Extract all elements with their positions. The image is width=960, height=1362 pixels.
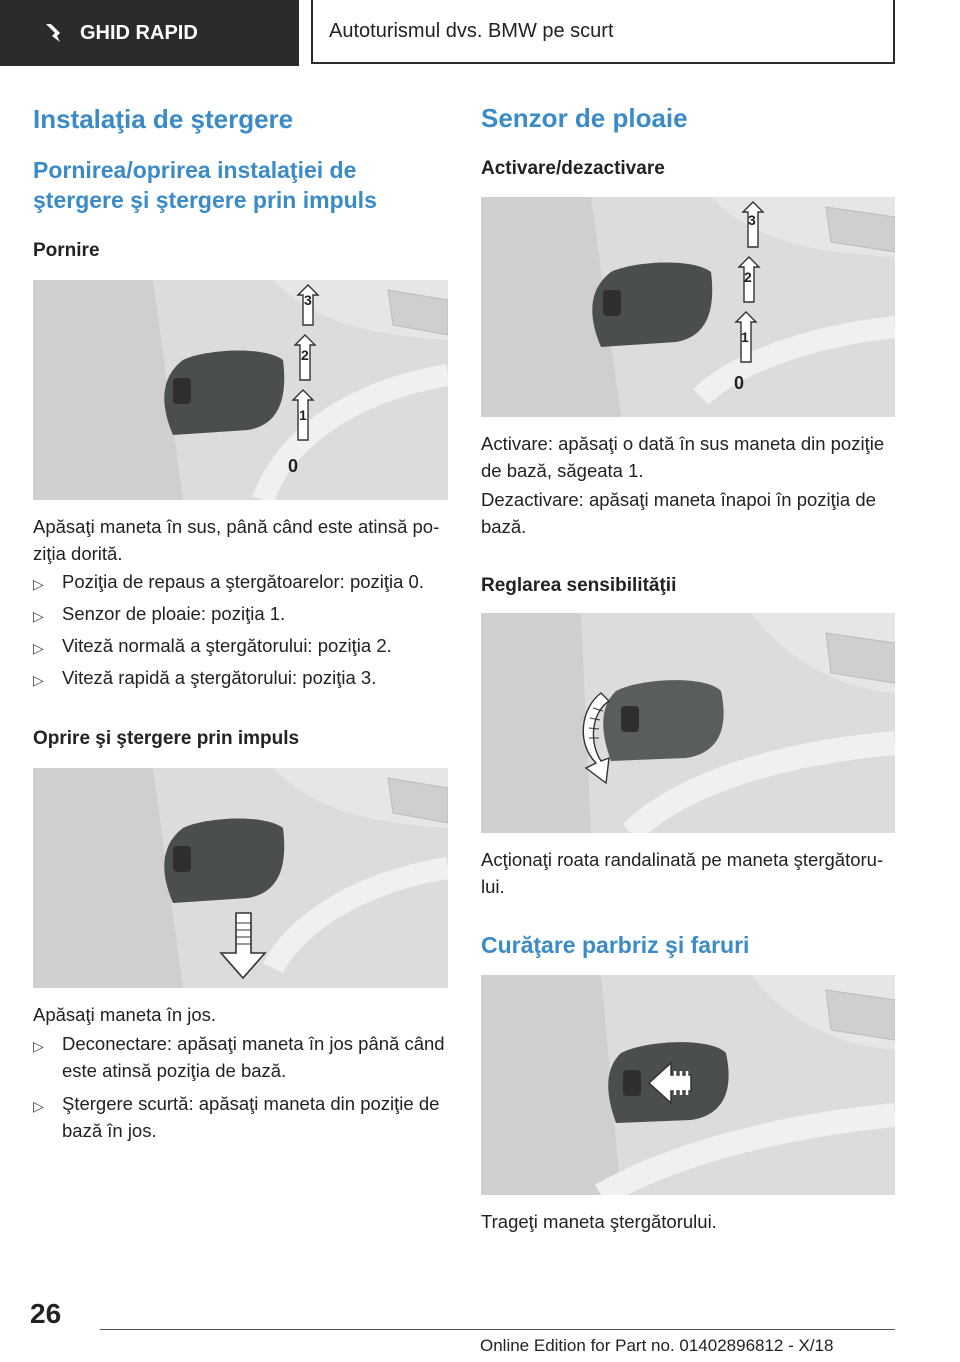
bullet-triangle-icon: ▷	[33, 608, 44, 624]
fig1-label-0: 0	[288, 456, 299, 476]
fig1-label-3: 3	[304, 292, 312, 308]
section-label: GHID RAPID	[80, 21, 198, 44]
bullet-text: Deconectare: apăsaţi maneta în jos până când este atinsă poziţia de bază.	[62, 1033, 445, 1081]
bullet-text: Viteză normală a ştergătorului: poziţia 2.	[62, 635, 392, 656]
bullet-triangle-icon: ▷	[33, 1038, 44, 1054]
quick-guide-icon	[44, 22, 66, 44]
bullet-triangle-icon: ▷	[33, 672, 44, 688]
fig1-label-1: 1	[299, 407, 307, 423]
sensitivity-instruction: Acţionaţi roata randalinată pe maneta ştergătorului.	[481, 849, 884, 897]
stop-bullet	[33, 1090, 448, 1144]
wiper-subtitle: Pornirea/oprirea instalaţiei de ştergere şi ştergere prin impuls	[33, 157, 377, 213]
start-heading: Pornire	[33, 240, 100, 261]
rain-sensor-title: Senzor de ploaie	[481, 103, 688, 133]
stop-heading: Oprire şi ştergere prin impuls	[33, 728, 300, 749]
stop-instruction: Apăsaţi maneta în jos.	[33, 1004, 217, 1025]
deactivate-instruction: Dezactivare: apăsaţi maneta înapoi în poziţia de bază.	[481, 489, 876, 537]
bullet-text: Viteză rapidă a ştergătorului: poziţia 3.	[62, 667, 377, 688]
edition-note: Online Edition for Part no. 01402896812 - X/18	[480, 1336, 834, 1355]
activate-heading: Activare/dezactivare	[481, 158, 665, 179]
fig3-label-1: 1	[741, 329, 749, 345]
wiper-lever-down-figure	[33, 768, 448, 988]
bullet-text: Ştergere scurtă: apăsaţi maneta din poziţie de bază în jos.	[62, 1093, 440, 1141]
page-number: 26	[30, 1298, 62, 1329]
wiper-section-title: Instalaţia de ştergere	[33, 104, 294, 134]
rain-sensor-figure	[481, 197, 895, 417]
fig1-label-2: 2	[301, 347, 309, 363]
start-bullet	[33, 600, 448, 627]
activate-instruction: Activare: apăsaţi o dată în sus maneta din poziţie de bază, săgeata 1.	[481, 433, 885, 481]
stop-bullet	[33, 1030, 448, 1084]
start-bullet	[33, 664, 448, 691]
start-bullet	[33, 568, 448, 595]
bullet-text: Senzor de ploaie: poziţia 1.	[62, 603, 286, 624]
sensitivity-wheel-figure	[481, 613, 895, 833]
wiper-lever-up-figure	[33, 280, 448, 500]
chapter-title: Autoturismul dvs. BMW pe scurt	[329, 19, 614, 42]
sensitivity-heading: Reglarea sensibilităţii	[481, 575, 677, 596]
cleaning-title: Curăţare parbriz şi faruri	[481, 932, 750, 958]
footer-divider	[100, 1329, 895, 1330]
fig3-label-2: 2	[744, 269, 752, 285]
bullet-triangle-icon: ▷	[33, 640, 44, 656]
bullet-triangle-icon: ▷	[33, 576, 44, 592]
bullet-triangle-icon: ▷	[33, 1098, 44, 1114]
section-tab[interactable]	[0, 0, 299, 66]
fig3-label-3: 3	[748, 212, 756, 228]
cleaning-instruction: Trageţi maneta ştergătorului.	[481, 1211, 717, 1232]
start-bullet	[33, 632, 448, 659]
chapter-title-box	[311, 0, 895, 64]
start-instruction: Apăsaţi maneta în sus, până când este atinsă poziţia dorită.	[33, 516, 440, 564]
windshield-cleaning-figure	[481, 975, 895, 1195]
fig3-label-0: 0	[734, 373, 745, 393]
bullet-text: Poziţia de repaus a ştergătoarelor: poziţia 0.	[62, 571, 424, 592]
